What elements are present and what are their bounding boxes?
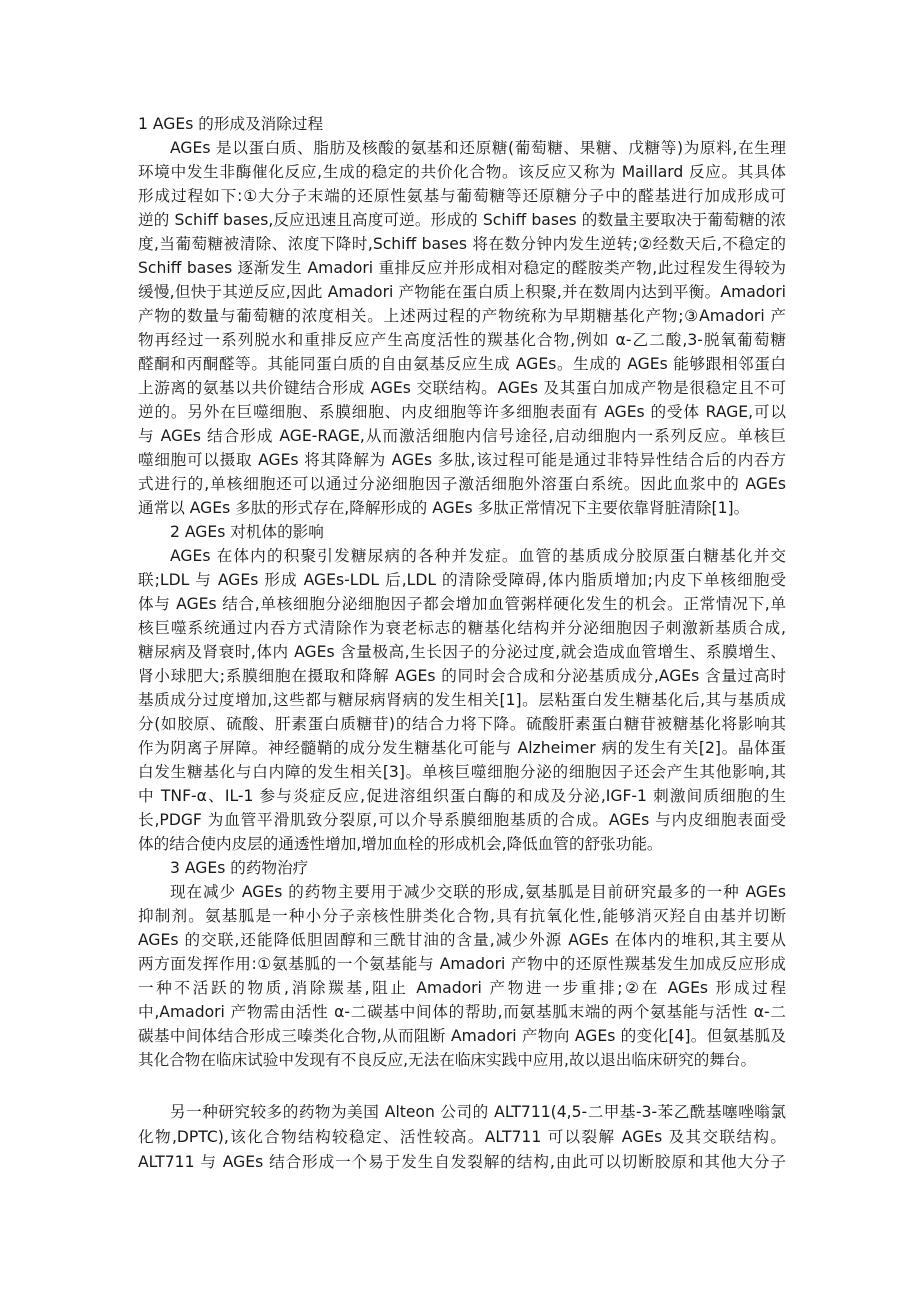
text-line: 联;LDL 与 AGEs 形成 AGEs-LDL 后,LDL 的清除受障碍,体内脂质增加;内皮下单核细胞受: [138, 571, 786, 589]
text-line: 物再经过一系列脱水和重排反应产生高度活性的羰基化合物,例如 α-乙二酸,3-脱氧葡萄糖: [138, 331, 786, 349]
text-line: 糖尿病及肾衰时,体内 AGEs 含量极高,生长因子的分泌过度,就会造成血管增生、系膜增生、: [138, 643, 786, 661]
section-2-paragraph-1: [138, 544, 786, 856]
text-line: 中,Amadori 产物需由活性 α-二碳基中间体的帮助,而氨基胍末端的两个氨基能与活性 α-二: [138, 1003, 786, 1021]
text-line: ALT711 与 AGEs 结合形成一个易于发生自发裂解的结构,由此可以切断胶原和其他大分子: [138, 1153, 786, 1171]
text-line: 产物的数量与葡萄糖的浓度相关。上述两过程的产物统称为早期糖基化产物;③Amadori 产: [138, 307, 786, 325]
text-line: 环境中发生非酶催化反应,生成的稳定的共价化合物。该反应又称为 Maillard 反应。其具体: [138, 163, 786, 181]
text-line: 缓慢,但快于其逆反应,因此 Amadori 产物能在蛋白质上积聚,并在数周内达到平衡。Amadori: [138, 283, 786, 301]
text-line: 另一种研究较多的药物为美国 Alteon 公司的 ALT711(4,5-二甲基-3-苯乙酰基噻唑嗡氯: [170, 1103, 786, 1121]
text-line: 一种不活跃的物质,消除羰基,阻止 Amadori 产物进一步重排;②在 AGEs 形成过程: [138, 979, 786, 997]
section-3-paragraph-1: [138, 880, 786, 1072]
text-line: 其化合物在临床试验中发现有不良反应,无法在临床实践中应用,故以退出临床研究的舞台。: [138, 1051, 757, 1069]
document-page: [138, 112, 786, 1175]
text-line: 作为阴离子屏障。神经髓鞘的成分发生糖基化可能与 Alzheimer 病的发生有关[2]。晶体蛋: [138, 739, 786, 757]
text-line: 分(如胶原、硫酸、肝素蛋白质糖苷)的结合力将下降。硫酸肝素蛋白糖苷被糖基化将影响其: [138, 715, 786, 733]
text-line: 逆的。另外在巨噬细胞、系膜细胞、内皮细胞等许多细胞表面有 AGEs 的受体 RAGE,可以: [138, 403, 786, 421]
text-line: 逆的 Schiff bases,反应迅速且高度可逆。形成的 Schiff bases 的数量主要取决于葡萄糖的浓: [138, 211, 786, 229]
text-line: 醛酮和丙酮醛等。其能同蛋白质的自由氨基反应生成 AGEs。生成的 AGEs 能够跟相邻蛋白: [138, 355, 786, 373]
text-line: 白发生糖基化与白内障的发生相关[3]。单核巨噬细胞分泌的细胞因子还会产生其他影响,其: [138, 763, 786, 781]
text-line: AGEs 的交联,还能降低胆固醇和三酰甘油的含量,减少外源 AGEs 在体内的堆积,其主要从: [138, 931, 786, 949]
text-line: 化物,DPTC),该化合物结构较稳定、活性较高。ALT711 可以裂解 AGEs 及其交联结构。: [138, 1128, 786, 1146]
section-2-heading: 2 AGEs 对机体的影响: [170, 523, 324, 541]
text-line: 基质成分过度增加,这些都与糖尿病肾病的发生相关[1]。层粘蛋白发生糖基化后,其与基质成: [138, 691, 786, 709]
section-3-heading: 3 AGEs 的药物治疗: [170, 859, 309, 877]
section-1-heading: 1 AGEs 的形成及消除过程: [138, 115, 324, 133]
text-line: 抑制剂。氨基胍是一种小分子亲核性肼类化合物,具有抗氧化性,能够消灭羟自由基并切断: [138, 907, 786, 925]
text-line: 现在减少 AGEs 的药物主要用于减少交联的形成,氨基胍是目前研究最多的一种 AGEs: [170, 883, 786, 901]
text-line: 体的结合使内皮层的通透性增加,增加血栓的形成机会,降低血管的舒张功能。: [138, 835, 663, 853]
section-3-paragraph-2: [138, 1100, 786, 1175]
text-line: 度,当葡萄糖被清除、浓度下降时,Schiff bases 将在数分钟内发生逆转;②经数天后,不稳定的: [138, 235, 786, 253]
text-line: 两方面发挥作用:①氨基胍的一个氨基能与 Amadori 产物中的还原性羰基发生加成反应形成: [138, 955, 786, 973]
text-line: 中 TNF-α、IL-1 参与炎症反应,促进溶组织蛋白酶的和成及分泌,IGF-1 刺激间质细胞的生: [138, 787, 786, 805]
text-line: 碳基中间体结合形成三嗪类化合物,从而阻断 Amadori 产物向 AGEs 的变化[4]。但氨基胍及: [138, 1027, 786, 1045]
text-line: 噬细胞可以摄取 AGEs 将其降解为 AGEs 多肽,该过程可能是通过非特异性结合后的内吞方: [138, 451, 786, 469]
text-line: 式进行的,单核细胞还可以通过分泌细胞因子激活细胞外溶蛋白系统。因此血浆中的 AGEs: [138, 475, 786, 493]
text-line: AGEs 是以蛋白质、脂肪及核酸的氨基和还原糖(葡萄糖、果糖、戊糖等)为原料,在生理: [170, 139, 786, 157]
text-line: 上游离的氨基以共价键结合形成 AGEs 交联结构。AGEs 及其蛋白加成产物是很稳定且不可: [138, 379, 786, 397]
text-line: 与 AGEs 结合形成 AGE-RAGE,从而激活细胞内信号途径,启动细胞内一系列反应。单核巨: [138, 427, 786, 445]
section-1-paragraph-1: [138, 136, 786, 520]
paragraph-gap: [138, 1072, 786, 1100]
text-line: 形成过程如下:①大分子末端的还原性氨基与葡萄糖等还原糖分子中的醛基进行加成形成可: [138, 187, 786, 205]
text-line: 通常以 AGEs 多肽的形式存在,降解形成的 AGEs 多肽正常情况下主要依靠肾脏清除[1]。: [138, 499, 750, 517]
text-line: 核巨噬系统通过内吞方式清除作为衰老标志的糖基化结构并分泌细胞因子刺激新基质合成,: [138, 619, 786, 637]
text-line: 肾小球肥大;系膜细胞在摄取和降解 AGEs 的同时会合成和分泌基质成分,AGEs 含量过高时: [138, 667, 786, 685]
text-line: 长,PDGF 为血管平滑肌致分裂原,可以介导系膜细胞基质的合成。AGEs 与内皮细胞表面受: [138, 811, 786, 829]
text-line: 体与 AGEs 结合,单核细胞分泌细胞因子都会增加血管粥样硬化发生的机会。正常情况下,单: [138, 595, 786, 613]
text-line: AGEs 在体内的积聚引发糖尿病的各种并发症。血管的基质成分胶原蛋白糖基化并交: [170, 547, 786, 565]
text-line: Schiff bases 逐渐发生 Amadori 重排反应并形成相对稳定的醛胺类产物,此过程发生得较为: [138, 259, 786, 277]
